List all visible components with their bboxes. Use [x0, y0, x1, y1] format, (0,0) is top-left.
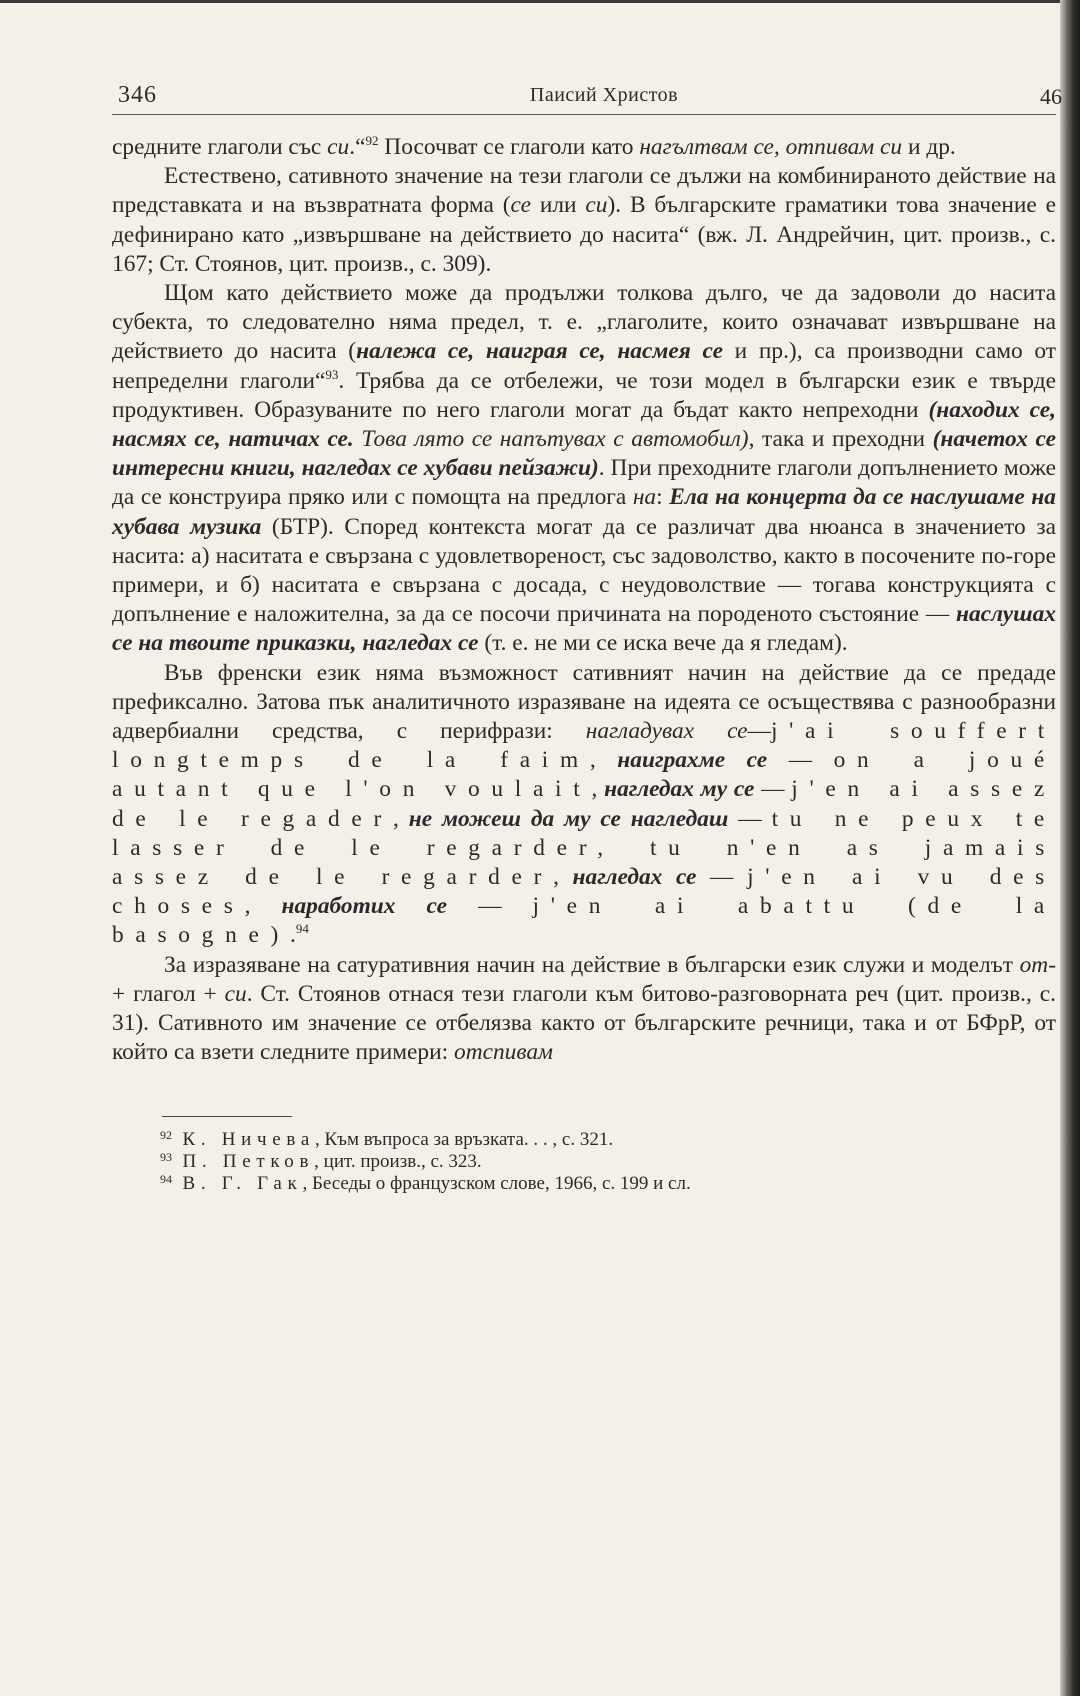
example-word: належа се, наиграя се, насмея се — [356, 338, 723, 365]
text-run: , така и преходни — [748, 426, 933, 453]
example-word: нагледах му се — [604, 776, 755, 803]
footnote-number: 94 — [160, 1171, 172, 1186]
example-word: (находих се, насмях се, натичах се. — [112, 396, 1056, 453]
paragraph-p1 — [112, 133, 1056, 162]
example-word: Ела на концерта да се наслушаме на хубава музика — [112, 484, 1056, 540]
example-word: Това лято се напътувах с автомобил) — [361, 426, 749, 453]
footnote-92 — [160, 1129, 1056, 1151]
text-run: . При преходните глаголи допълнението може да се конструира пряко или с помощта на предлога — [112, 455, 1056, 511]
footnote-author: В. Г. Гак — [172, 1172, 303, 1194]
footnote-ref: 94 — [295, 921, 309, 937]
example-word: от- — [1019, 951, 1056, 978]
example-word: наработих се — [281, 893, 448, 920]
facing-page-number: 46 — [1040, 84, 1062, 109]
paragraph-p5 — [112, 951, 1056, 1068]
example-word: не можеш да му се нагледаш — [408, 805, 729, 832]
text-run: — — [747, 718, 771, 745]
example-word: отспивам — [454, 1039, 553, 1066]
footnote-93 — [160, 1151, 1056, 1173]
example-word: нагладувах се — [585, 718, 748, 745]
example-word: се — [510, 192, 532, 219]
text-run: и пр.), са производни само от непределни глаголи“ — [112, 338, 1056, 394]
french-example: tu ne peux te lasser de le regarder, tu n'en as jamais assez de le regarder — [112, 805, 1056, 891]
french-example: j'en ai abattu (de la basogne) — [112, 893, 1056, 949]
text-run: . Ст. Стоянов отнася тези глаголи към битово-разговорната реч (цит. произв., с. 31). Сативното им значение се отбелязва както от българските речници, така и от БФрР, от който са взети следните примери: — [112, 980, 1056, 1066]
text-run: , — [244, 893, 282, 920]
text-run: (БТР). Според контекста могат да се различат два нюанса в значението за насита: а) наситата е свързана с удовлетвореност, със задоволство, както в посочените по-горе примери, и б) наситата е свързана с досада, с неудоволствие — тогава конструкцията с допълнение е наложителна, за да се посочи причината на породеното състояние — — [112, 513, 1056, 628]
example-word: си — [585, 192, 608, 219]
footnote-text: , Към въпроса за връзката. . . , с. 321. — [314, 1128, 614, 1150]
text-run: Естествено, сативното значение на тези глаголи се дължи на комбинираното действие на представката и на възвратната форма ( — [112, 163, 1056, 219]
text-run: , — [553, 864, 573, 891]
text-run: + глагол + — [112, 980, 225, 1007]
text-run: (т. е. не ми се иска вече да я гледам). — [478, 630, 848, 657]
footnote-author: П. Петков — [172, 1150, 315, 1172]
body-text — [112, 133, 1056, 1068]
footnote-ref: 92 — [365, 133, 379, 148]
footnote-author: К. Ничева — [172, 1128, 315, 1150]
text-run: . — [290, 922, 296, 949]
paragraph-p2 — [112, 162, 1056, 279]
text-run: — — [728, 805, 772, 832]
text-run: — — [696, 864, 748, 891]
text-run: — — [767, 747, 834, 774]
page-number: 346 — [118, 82, 157, 108]
example-word: нагълтвам се, отпивам си — [639, 134, 903, 160]
footnote-text: , Беседы о французском слове, 1966, с. 199 и сл. — [302, 1172, 691, 1194]
french-example: j'en ai vu des choses — [112, 864, 1056, 920]
text-run: , — [591, 776, 605, 803]
french-example: j'ai souffert longtemps de la faim — [112, 718, 1056, 774]
text-run: За изразяване на сатуративния начин на действие в български език служи и моделът — [164, 951, 1020, 978]
text-run: Във френски език няма възможност сативният начин на действие да се предаде префиксално. Затова пък аналитичното изразяване на идеята се осъществява с разнообразни адвербиални средства, с перифрази: — [112, 659, 1056, 745]
example-word: наиграхме се — [617, 747, 768, 774]
text-run: и др. — [902, 134, 956, 160]
text-run: ). В българските граматики това значение е дефинирано като „извършване на действието до насита“ (вж. Л. Андрейчин, цит. произв., с. 167; Ст. Стоянов, цит. произв., с. 309). — [112, 192, 1057, 277]
text-run: : — [656, 484, 670, 511]
french-example: j'en ai assez de le regader — [112, 776, 1056, 832]
running-header — [112, 78, 1062, 115]
text-run: средните глаголи със — [112, 134, 328, 160]
paragraph-p3 — [112, 279, 1056, 659]
book-spine-shadow — [1060, 0, 1080, 1696]
top-edge-rule — [0, 0, 1060, 3]
footnotes — [112, 1129, 1056, 1195]
text-run: — — [447, 893, 533, 920]
french-example: on a joué autant que l'on voulait — [112, 747, 1056, 803]
footnote-number: 93 — [160, 1149, 172, 1164]
paragraph-p4 — [112, 659, 1056, 951]
example-word: на — [632, 484, 657, 511]
text-run: , — [392, 805, 409, 832]
example-word: си — [327, 134, 350, 160]
footnote-rule — [162, 1116, 292, 1117]
footnote-94 — [160, 1173, 1056, 1195]
example-word: си — [224, 980, 247, 1007]
example-word: нагледах се — [572, 864, 697, 891]
book-page — [112, 78, 1062, 1195]
text-run: Посочват се глаголи като — [378, 134, 640, 160]
footnote-number: 92 — [160, 1127, 172, 1142]
running-title: Паисий Христов — [529, 84, 679, 106]
text-run: или — [531, 192, 586, 219]
example-word: наслушах се на твоите приказки, нагледах се — [112, 601, 1056, 657]
text-run: , — [589, 747, 618, 774]
example-word: (начетох се интересни книги, нагледах се хубави пейзажи) — [112, 426, 1056, 482]
footnote-text: , цит. произв., с. 323. — [314, 1150, 482, 1172]
text-run: — — [754, 776, 792, 803]
footnote-ref: 93 — [325, 366, 339, 382]
text-run: .“ — [349, 134, 366, 160]
text-run: Щом като действието може да продължи толкова дълго, че да задоволи до насита субекта, то следователно няма предел, т. е. „глаголите, които означават извършване на действието до насита ( — [112, 280, 1056, 365]
text-run: . Трябва да се отбележи, че този модел в български език е твърде продуктивен. Образуваните по него глаголи могат да бъдат както непреходни — [112, 367, 1056, 423]
